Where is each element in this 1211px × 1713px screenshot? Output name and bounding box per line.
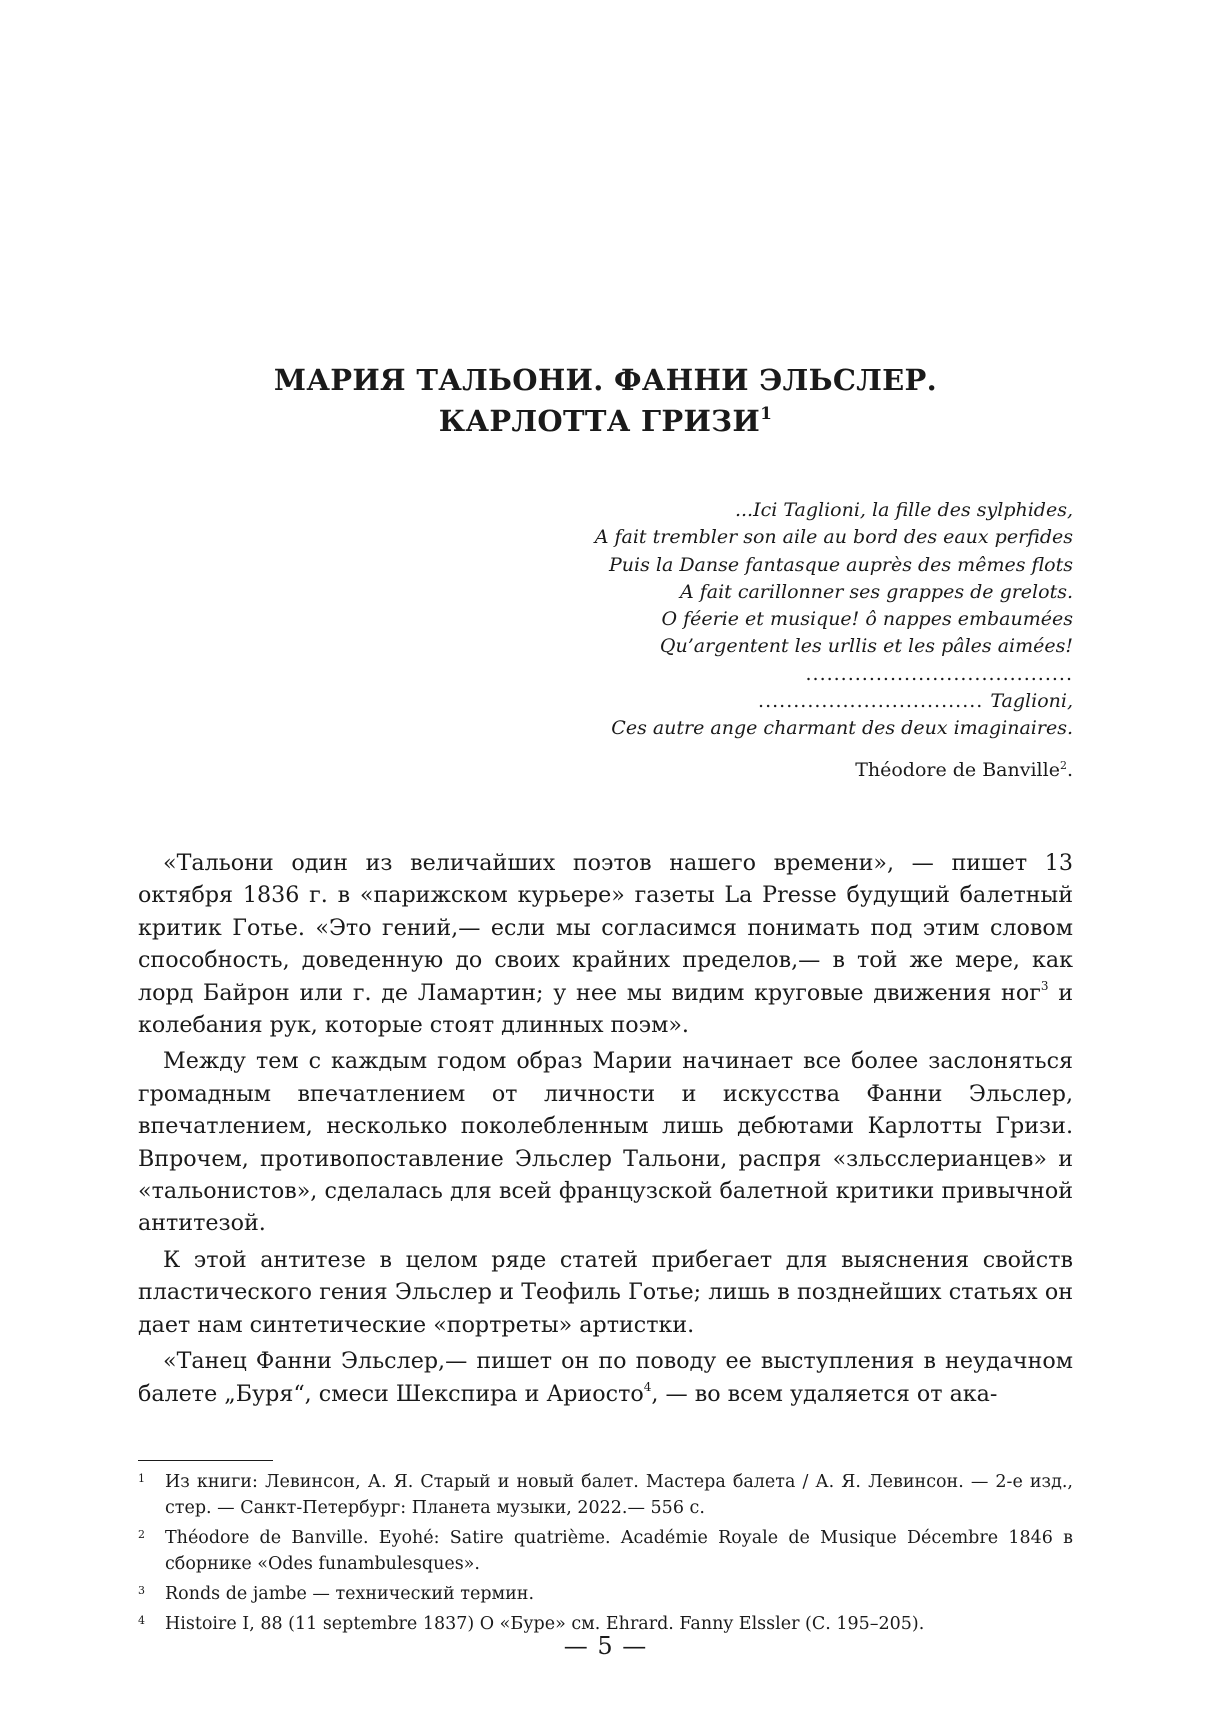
epigraph-line: Ces autre ange charmant des deux imaginaires. [611, 717, 1073, 740]
paragraph-1 [138, 847, 1073, 1041]
footnote-ref-2: 2 [1059, 759, 1067, 772]
epigraph-author-end: . [1066, 759, 1073, 781]
epigraph-line-tail: Taglioni, [990, 690, 1073, 713]
epigraph-line: Qu’argentent les urllis et les pâles aimées! [659, 635, 1073, 658]
epigraph-author [855, 757, 1073, 784]
footnote-text: Из книги: Левинсон, А. Я. Старый и новый балет. Мастера балета / А. Я. Левинсон. — 2-е изд., стер. — Санкт-Петербург: Планета музыки, 2022.— 556 с. [165, 1472, 1073, 1518]
footnote-number: 2 [138, 1528, 145, 1541]
footnote-2 [138, 1525, 1073, 1577]
paragraph-4-text-a: «Танец Фанни Эльслер,— пишет он по поводу ее выступления в неудачном балете „Буря“, смеси Шекспира и Ариосто [138, 1348, 1073, 1407]
epigraph-ellipsis-line: ...................................... [805, 662, 1073, 685]
chapter-title-line-1: МАРИЯ ТАЛЬОНИ. ФАННИ ЭЛЬСЛЕР. [273, 363, 938, 397]
paragraph-3: К этой антитезе в целом ряде статей прибегает для выяснения свойств пластического гения Эльслер и Теофиль Готье; лишь в позднейших статьях он дает нам синтетические «портреты» артистки. [138, 1246, 1073, 1338]
footnote-ref-1: 1 [760, 404, 773, 424]
footnote-number: 1 [138, 1472, 145, 1485]
chapter-title [160, 360, 1051, 442]
epigraph-line [513, 688, 1073, 715]
footnote-ref-4: 4 [643, 1379, 652, 1394]
chapter-title-line-2-text: КАРЛОТТА ГРИЗИ [438, 404, 761, 438]
footnote-text: Théodore de Banville. Eyohé: Satire quatrième. Académie Royale de Musique Décembre 1846 в сборнике «Odes funambulesques». [165, 1528, 1073, 1574]
epigraph-line: A fait trembler son aile au bord des eaux perfides [594, 526, 1073, 549]
epigraph-author-name: Théodore de Banville [855, 759, 1060, 781]
page-number: — 5 — [563, 1632, 648, 1660]
footnote-separator [138, 1460, 273, 1461]
paragraph-2: Между тем с каждым годом образ Марии начинает все более заслоняться громадным впечатлением от личности и искусства Фанни Эльслер, впечатлением, несколько поколебленным лишь дебютами Карлотты Гризи. Впрочем, противопоставление Эльслер Тальони, распря «зльсслерианцев» и «тальонистов», сделалась для всей французской балетной критики привычной антитезой. [138, 1048, 1073, 1237]
footnote-ref-3: 3 [1040, 978, 1049, 993]
epigraph-line: A fait carillonner ses grappes de grelots. [679, 580, 1073, 603]
footnote-number: 3 [138, 1584, 145, 1597]
epigraph [513, 497, 1073, 743]
epigraph-line: Puis la Danse fantasque auprès des mêmes flots [608, 553, 1073, 576]
footnote-3 [138, 1581, 1073, 1607]
footnote-text: Histoire I, 88 (11 septembre 1837) О «Буре» см. Ehrard. Fanny Elssler (С. 195–205). [165, 1614, 925, 1634]
footnotes [138, 1469, 1073, 1641]
footnote-1 [138, 1469, 1073, 1521]
paragraph-4-text-b: , — во всем удаляется от ака- [651, 1380, 998, 1407]
chapter-title-line-2 [160, 401, 1051, 442]
epigraph-line: ...Ici Taglioni, la fille des sylphides, [734, 499, 1073, 521]
paragraph-4 [138, 1345, 1073, 1410]
footnote-number: 4 [138, 1614, 145, 1627]
epigraph-line: O féerie et musique! ô nappes embaumées [661, 608, 1073, 631]
epigraph-ellipsis: ................................ [758, 690, 991, 713]
paragraph-1-text-a: «Тальони один из величайших поэтов нашего времени», — пишет 13 октября 1836 г. в «парижском курьере» газеты La Presse будущий балетный критик Готье. «Это гений,— если мы согласимся понимать под этим словом способность, доведенную до своих крайних пределов,— в той же мере, как лорд Байрон или г. де Ламартин; у нее мы видим круговые движения ног [138, 850, 1073, 1006]
footnote-text: Ronds de jambe — технический термин. [165, 1584, 535, 1604]
main-text [138, 847, 1073, 1414]
paragraph-1-text-b: и колебания рук, которые стоят длинных поэм». [138, 979, 1073, 1039]
